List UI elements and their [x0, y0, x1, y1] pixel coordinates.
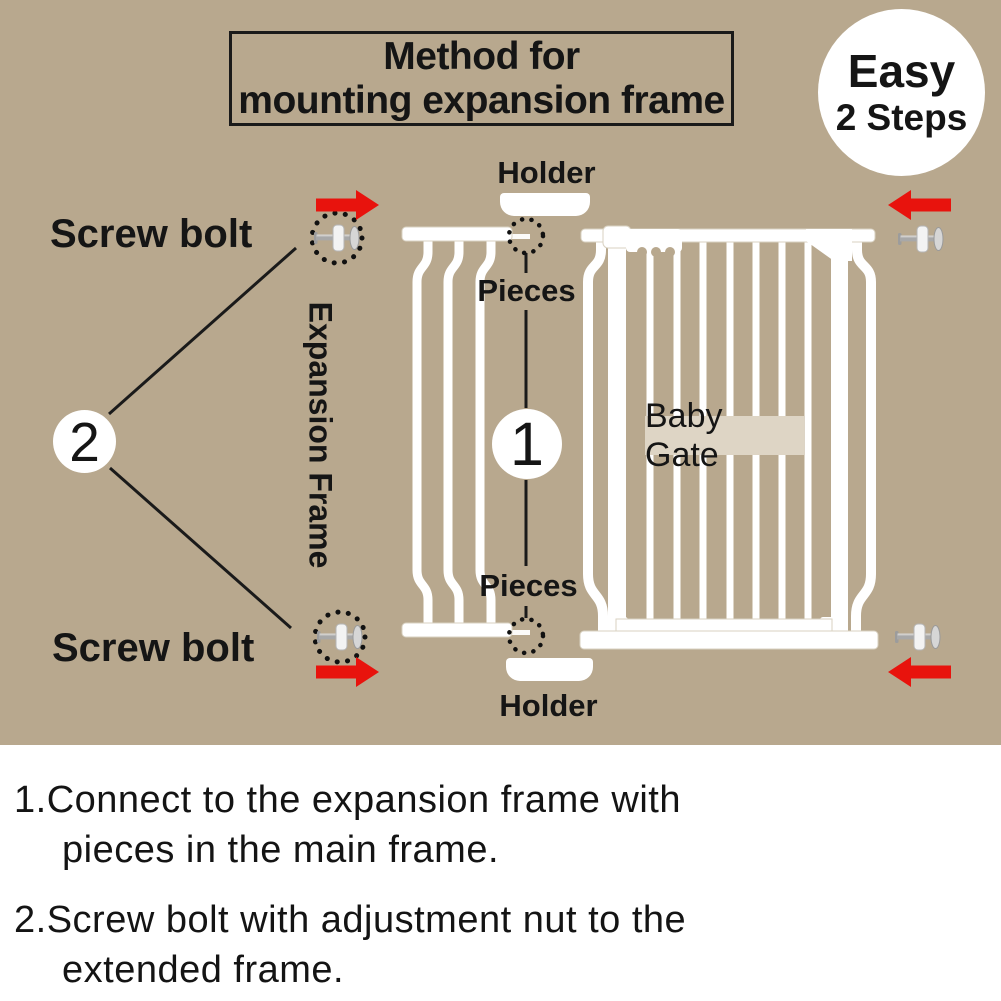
expansion-frame-label: Expansion Frame	[302, 301, 339, 569]
holder-label-top: Holder	[497, 155, 596, 190]
instruction-step2-line1: 2.Screw bolt with adjustment nut to the	[14, 899, 687, 941]
instruction-step1-line2: pieces in the main frame.	[62, 829, 500, 871]
holder-label-bottom: Holder	[499, 688, 598, 723]
screw-bolt-icon	[314, 225, 943, 650]
callout-lines-step2	[109, 248, 296, 628]
step-2-marker	[53, 410, 116, 473]
easy-steps-badge	[818, 9, 985, 176]
badge-line1: Easy	[847, 44, 956, 97]
holder-bracket-bottom	[506, 658, 593, 681]
badge-line2: 2 Steps	[835, 96, 968, 138]
step-2-number: 2	[69, 410, 100, 473]
holder-bracket-top	[500, 193, 590, 216]
baby-gate-label	[645, 396, 804, 474]
gate-latch-handle	[626, 229, 682, 257]
title-line2: mounting expansion frame	[238, 78, 725, 122]
title-line1: Method for	[383, 34, 580, 78]
pieces-label-top: Pieces	[477, 273, 576, 308]
instruction-step1-line1: 1.Connect to the expansion frame with	[14, 779, 681, 821]
instruction-step2-line2: extended frame.	[62, 949, 345, 991]
baby-gate-label-text: Baby Gate	[645, 396, 723, 474]
step-1-marker	[492, 409, 562, 479]
step-1-number: 1	[510, 410, 544, 478]
screw-bolt-label-bottom: Screw bolt	[52, 626, 255, 670]
title-box	[229, 31, 734, 126]
pieces-label-bottom: Pieces	[479, 568, 578, 603]
screw-bolt-label-top: Screw bolt	[50, 212, 253, 256]
